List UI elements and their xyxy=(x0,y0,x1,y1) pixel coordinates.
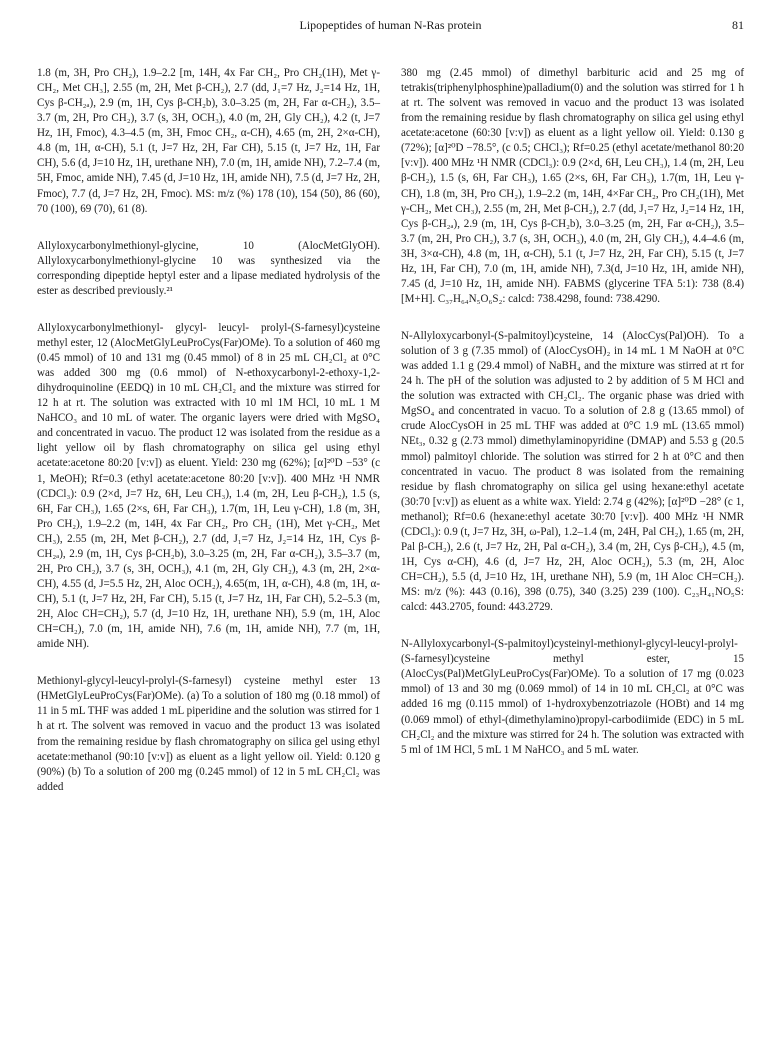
page-number: 81 xyxy=(732,18,744,32)
compound-12-paragraph: Allyloxycarbonylmethionyl- glycyl- leucyl- prolyl-(S-farnesyl)cysteine methyl ester, 12 (AlocMetGlyLeuProCys(Far)OMe). To a solution of 460 mg (0.45 mmol) of 10 and 131 mg (0.45 mmol) of 8 in 25 mL CH₂Cl₂ at 0°C was added 300 mg (0.6 mmol) of N-ethoxycarbonyl-2-ethoxy-1,2-dihydroquinoline (EEDQ) in 10 mL CH₂Cl₂ and the mixture was stirred for 12 h at rt. The solution was extracted with 10 ml 1M HCl, 10 mL 1 M NaHCO₃ and 10 mL of water. The organic layers were dried with MgSO₄ and concentrated in vacuo. The product 12 was isolated from the residue as a light yellow oil by flash chromatography on silica gel using ethyl acetate:acetone 80:20 [v:v]) as eluent. Yield: 230 mg (62%); [α]²⁰D −53° (c 1, MeOH); Rf=0.3 (ethyl acetate:acetone 80:20 [v:v]). 400 MHz ¹H NMR (CDCl₃): 0.9 (2×d, J=7 Hz, 6H, Leu CH₃), 1.4 (m, 2H, Leu β-CH₂), 1.5 (s, 6H, Far CH₃), 1.65 (2×s, 6H, Far CH₃), 1.7(m, 1H, Leu γ-CH), 1.8 (m, 3H, Pro CH₂), 1.9–2.2 (m, 14H, 4x Far CH₂, Pro CH₂ (1H), Met γ-CH₂, Met CH₃), 2.55 (m, 2H, Met β-CH₂), 2.7 (dd, J₁=7 Hz, J₂=14 Hz, 1H, Cys β-CH₂ₐ), 2.9 (m, 1H, Cys β-CH₂b), 3.0–3.25 (m, 2H, Far α-CH₂), 3.5–3.7 (m, 2H, Pro CH₂), 3.7 (s, 3H, OCH₃), 4.1 (m, 2H, Gly CH₂), 4.3 (m, 2H, 2×α-CH), 4.55 (d, J=5.5 Hz, 2H, Aloc OCH₂), 4.65(m, 1H, α-CH), 4.8 (m, 1H, α-CH), 5.1 (t, J=7 Hz, 2H, Far CH), 5.15 (t, J=7 Hz, 1H, Far CH), 5.2–5.3 (m, 2H, Aloc CH=CH₂), 5.7 (d, J=10 Hz, 1H, urethane NH), 5.9 (m, 1H, Aloc CH=CH₂), 7.0 (m, 1H, amide NH), 7.6 (m, 1H, amide NH), 7.7 (m, 1H, amide NH). xyxy=(37,321,380,651)
compound-10-paragraph: Allyloxycarbonylmethionyl-glycine, 10 (AlocMetGlyOH). Allyloxycarbonylmethionyl-glycine 10 was synthesized via the corresponding dipeptide heptyl ester and a lipase mediated hydrolysis of the ester as described previously.²¹ xyxy=(37,239,380,297)
running-header xyxy=(37,18,744,38)
running-title: Lipopeptides of human N-Ras protein xyxy=(299,18,482,32)
compound-13-paragraph: Methionyl-glycyl-leucyl-prolyl-(S-farnesyl) cysteine methyl ester 13 (HMetGlyLeuProCys(Far)OMe). (a) To a solution of 180 mg (0.18 mmol) of 11 in 5 mL THF was added 1 mL piperidine and the solution was stirred for 1 h at rt. The solvent was removed in vacuo and the product 13 was isolated from the remaining residue by flash chromatography on silica gel using ethyl acetate:methanol (90:10 [v:v]) as eluent as a light yellow oil. Yield: 0.120 g (90%) (b) To a solution of 200 mg (0.245 mmol) of 12 in 5 mL CH₂Cl₂ was added xyxy=(37,675,380,793)
right-column xyxy=(401,66,744,758)
left-column xyxy=(37,66,380,795)
compound-13-continuation-paragraph: 380 mg (2.45 mmol) of dimethyl barbituric acid and 25 mg of tetrakis(triphenylphosphine)palladium(0) and the solution was stirred for 1 h at rt. The solvent was removed in vacuo and the product 13 was isolated from the remaining residue by flash chromatography on silica gel using ethyl acetate:acetone (60:30 [v:v]) as eluent as a light yellow oil. Yield: 0.130 g (72%); [α]²⁰D −78.5°, (c 0.5; CHCl₃); Rf=0.25 (ethyl acetate/methanol 80:20 [v:v]). 400 MHz ¹H NMR (CDCl₃): 0.9 (2×d, 6H, Leu CH₃), 1.4 (m, 2H, Leu β-CH₂), 1.5 (s, 6H, Far CH₃), 1.65 (2×s, 6H, Far CH₃), 1.7(m, 1H, Leu γ-CH), 1.8 (m, 3H, Pro CH₂), 1.9–2.2 (m, 14H, 4×Far CH₂, Pro CH₂(1H), Met γ-CH₂, Met CH₃), 2.55 (m, 2H, Met β-CH₂), 2.7 (dd, J₁=7 Hz, J₂=14 Hz, 1H, Cys β-CH₂ₐ), 2.9 (m, 1H, Cys β-CH₂b), 3.0–3.25 (m, 2H, Far α-CH₂), 3.5–3.7 (m, 2H, Pro CH₂), 3.7 (s, 3H, OCH₃), 4.0 (m, 2H, Gly CH₂), 4.4–4.6 (m, 3H, 3×α-CH), 4.8 (m, 1H, α-CH), 5.1 (t, J=7 Hz, 2H, Far CH), 5.15 (t, J=7 Hz, 1H, Far CH), 7.0 (m, 1H, amide NH), 7.3(d, J=10 Hz, 1H, amide NH), 7.45 (d, J=10 Hz, 1H, amide NH). FABMS (glycerine TFA 5:1): 738 (8.4) [M+H]. C₃₇H₆₄N₅O₆S₂: calcd: 738.4298, found: 738.4290. xyxy=(401,67,744,305)
compound-15-paragraph: N-Allyloxycarbonyl-(S-palmitoyl)cysteinyl-methionyl-glycyl-leucyl-prolyl-(S-farnesyl)cysteine methyl ester, 15 (AlocCys(Pal)MetGlyLeuProCys(Far)OMe). To a solution of 17 mg (0.023 mmol) of 13 and 30 mg (0.069 mmol) of 14 in 10 mL CH₂Cl₂ at 0°C was added 16 mg (0.115 mmol) of 1-hydroxybenzotriazole (HOBt) and 14 mg (0.069 mmol) of ethyl-(dimethylamino)propyl-carbodiimide (EDC) in 5 mL CH₂Cl₂ and the mixture was stirred for 24 h. The solution was extracted with 5 ml of 1M HCl, 5 mL 1 M NaHCO₃ and 5 mL water. xyxy=(401,638,744,756)
compound-14-paragraph: N-Allyloxycarbonyl-(S-palmitoyl)cysteine, 14 (AlocCys(Pal)OH). To a solution of 3 g (7.35 mmol) of (AlocCysOH)₂ in 14 mL 1 M NaOH at 0°C was added 1.1 g (29.4 mmol) of NaBH₄ and the mixture was stirred at rt for 24 h. The pH of the solution was adjusted to 2 by addition of 5 M HCl and the solution was extracted with CH₂Cl₂. The organic phase was dried with MgSO₄ and concentrated in vacuo. To a solution of 2.8 g (13.65 mmol) of crude AlocCysOH in 25 mL THF was added at 0°C 1.9 mL (13.65 mmol) NEt₃, 0.32 g (2.73 mmol) dimethylaminopyridine (DMAP) and 5.53 g (20.5 mmol) palmitoyl chloride. The solution was stirred for 2 h at 0°C and then concentrated in vacuo. The product 8 was isolated from the remaining residue by flash chromatography on silica gel using hexane:ethyl acetate (30:70 [v:v]) as eluent as a white wax. Yield: 2.74 g (42%); [α]²⁰D −28° (c 1, methanol); Rf=0.6 (hexane:ethyl acetate 30:70 [v:v]). 400 MHz ¹H NMR (CDCl₃): 0.9 (t, J=7 Hz, 3H, ω-Pal), 1.2–1.4 (m, 24H, Pal CH₂), 1.65 (m, 2H, Pal β-CH₂), 2.6 (t, J=7 Hz, 2H, Pal α-CH₂), 3.4 (m, 2H, Cys β-CH₂), 4.5 (m, 1H, Cys α-CH), 4.6 (d, J=7 Hz, 2H, Aloc OCH₂), 5.3 (m, 2H, Aloc CH=CH₂), 5.5 (d, J=10 Hz, 1H, urethane NH), 5.9 (m, 1H Aloc CH=CH₂). MS: m/z (%): 443 (0.16), 398 (0.75), 340 (3.25) 239 (100). C₂₃H₄₁NO₅S: calcd: 443.2705, found: 443.2729. xyxy=(401,330,744,614)
nmr-continuation-paragraph: 1.8 (m, 3H, Pro CH₂), 1.9–2.2 [m, 14H, 4x Far CH₂, Pro CH₂(1H), Met γ-CH₂, Met CH₃], 2.55 (m, 2H, Met β-CH₂), 2.7 (dd, J₁=7 Hz, J₂=14 Hz, 1H, Cys β-CH₂ₐ), 2.9 (m, 1H, Cys β-CH₂b), 3.0–3.25 (m, 2H, Far α-CH₂), 3.5–3.7 (m, 2H, Pro CH₂), 3.7 (s, 3H, OCH₃), 4.0 (m, 2H, Gly CH₂), 4.2 (t, J=7 Hz, 1H, Fmoc), 4.3–4.5 (m, 3H, Fmoc CH₂, α-CH), 4.65 (m, 2H, 2×α-CH), 4.8 (m, 1H, α-CH), 5.1 (t, J=7 Hz, 2H, Far CH), 5.15 (t, J=7 Hz, 1H, Far CH), 5.6 (d, J=10 Hz, 1H, urethane NH), 7.0 (m, 1H, amide NH), 7.2–7.4 (m, 5H, Fmoc, amide NH), 7.45 (d, J=10 Hz, 1H, amide NH), 7.5 (d, J=7 Hz, 2H, Fmoc), 7.7 (d, J=7 Hz, 2H, Fmoc). MS: m/z (%) 178 (10), 154 (50), 86 (60), 70 (100), 69 (70), 61 (8). xyxy=(37,67,380,215)
